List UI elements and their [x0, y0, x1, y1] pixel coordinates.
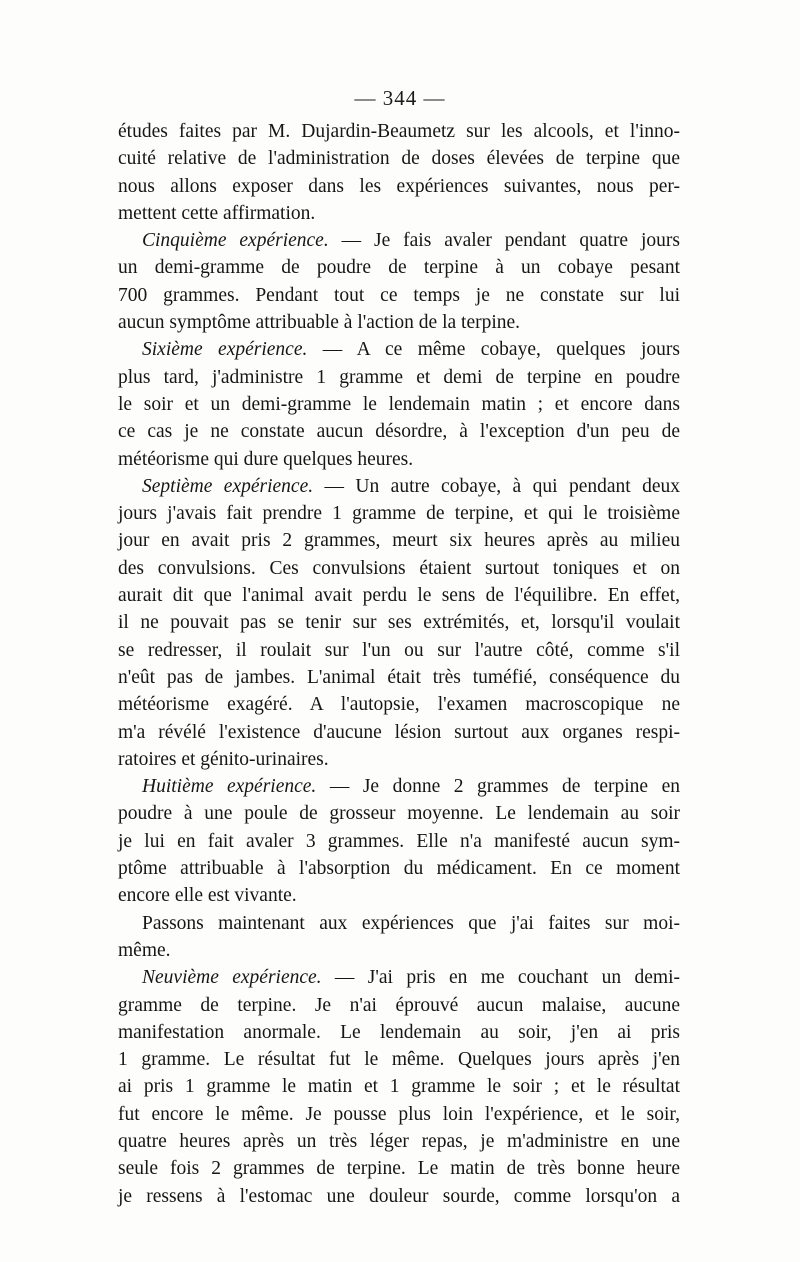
line-text: ai pris 1 gramme le matin et 1 gramme le soir ; et le résultat	[118, 1076, 680, 1098]
experiment-heading: Neuvième expérience.	[142, 967, 322, 989]
text-line	[118, 719, 680, 746]
line-text: un demi-gramme de poudre de terpine à un cobaye pesant	[118, 257, 680, 279]
line-text: même.	[118, 939, 171, 961]
line-text: poudre à une poule de grosseur moyenne. Le lendemain au soir	[118, 803, 680, 825]
line-text: — Un autre cobaye, à qui pendant deux	[313, 475, 680, 497]
text-line	[118, 364, 680, 391]
text-line	[118, 937, 680, 964]
line-text: fut encore le même. Je pousse plus loin l'expérience, et le soir,	[118, 1103, 680, 1125]
line-text: des convulsions. Ces convulsions étaient surtout toniques et on	[118, 557, 680, 579]
line-text: — Je fais avaler pendant quatre jours	[328, 230, 680, 252]
line-text: météorisme exagéré. A l'autopsie, l'examen macroscopique ne	[118, 694, 680, 716]
text-line	[118, 691, 680, 718]
text-line	[118, 527, 680, 554]
text-line	[118, 1073, 680, 1100]
line-text: ce cas je ne constate aucun désordre, à l'exception d'un peu de	[118, 421, 680, 443]
line-text: m'a révélé l'existence d'aucune lésion surtout aux organes respi-	[118, 721, 680, 743]
line-text: mettent cette affirmation.	[118, 202, 316, 224]
line-text: 1 gramme. Le résultat fut le même. Quelques jours après j'en	[118, 1049, 680, 1071]
line-text: seule fois 2 grammes de terpine. Le matin de très bonne heure	[118, 1158, 680, 1180]
text-line	[118, 555, 680, 582]
text-line	[118, 637, 680, 664]
line-text: — Je donne 2 grammes de terpine en	[316, 776, 680, 798]
text-line	[118, 173, 680, 200]
text-line	[118, 1155, 680, 1182]
text-line	[118, 1128, 680, 1155]
text-line	[118, 1046, 680, 1073]
text-line	[118, 336, 680, 363]
page-number: — 344 —	[354, 86, 446, 110]
line-text: ratoires et génito-urinaires.	[118, 748, 329, 770]
line-text: ptôme attribuable à l'absorption du médicament. En ce moment	[118, 858, 680, 880]
text-line	[118, 773, 680, 800]
text-line	[118, 992, 680, 1019]
text-line	[118, 227, 680, 254]
line-text: Passons maintenant aux expériences que j'ai faites sur moi-	[142, 912, 680, 934]
line-text: plus tard, j'administre 1 gramme et demi de terpine en poudre	[118, 366, 680, 388]
text-line	[118, 200, 680, 227]
text-line	[118, 746, 680, 773]
text-line	[118, 446, 680, 473]
text-line	[118, 910, 680, 937]
text-line	[118, 1101, 680, 1128]
experiment-heading: Septième expérience.	[142, 475, 314, 497]
text-line	[118, 855, 680, 882]
line-text: se redresser, il roulait sur l'un ou sur l'autre côté, comme s'il	[118, 639, 680, 661]
line-text: études faites par M. Dujardin-Beaumetz sur les alcools, et l'inno-	[118, 121, 680, 142]
experiment-heading: Cinquième expérience.	[142, 230, 329, 252]
line-text: nous allons exposer dans les expériences suivantes, nous per-	[118, 175, 680, 197]
line-text: je ressens à l'estomac une douleur sourde, comme lorsqu'on a	[118, 1185, 680, 1207]
text-line	[118, 664, 680, 691]
line-text: 700 grammes. Pendant tout ce temps je ne constate sur lui	[118, 284, 680, 306]
text-line	[118, 473, 680, 500]
experiment-heading: Huitième expérience.	[142, 776, 317, 798]
text-line	[118, 391, 680, 418]
body-text	[118, 118, 680, 1210]
experiment-heading: Sixième expérience.	[142, 339, 308, 361]
text-line	[118, 282, 680, 309]
line-text: quatre heures après un très léger repas, je m'administre en une	[118, 1130, 680, 1152]
line-text: n'eût pas de jambes. L'animal était très tuméfié, conséquence du	[118, 666, 680, 688]
line-text: je lui en fait avaler 3 grammes. Elle n'a manifesté aucun sym-	[118, 830, 680, 852]
line-text: aurait dit que l'animal avait perdu le sens de l'équilibre. En effet,	[118, 585, 680, 607]
line-text: cuité relative de l'administration de doses élevées de terpine que	[118, 148, 680, 170]
line-text: manifestation anormale. Le lendemain au soir, j'en ai pris	[118, 1021, 680, 1043]
text-line	[118, 828, 680, 855]
text-line	[118, 118, 680, 145]
text-line	[118, 254, 680, 281]
text-line	[118, 1019, 680, 1046]
text-line	[118, 964, 680, 991]
text-line	[118, 609, 680, 636]
text-line	[118, 800, 680, 827]
text-line	[118, 309, 680, 336]
line-text: aucun symptôme attribuable à l'action de la terpine.	[118, 312, 521, 334]
text-line	[118, 1183, 680, 1210]
line-text: encore elle est vivante.	[118, 885, 297, 907]
line-text: gramme de terpine. Je n'ai éprouvé aucun malaise, aucune	[118, 994, 680, 1016]
text-line	[118, 582, 680, 609]
text-line	[118, 882, 680, 909]
line-text: il ne pouvait pas se tenir sur ses extrémités, et, lorsqu'il voulait	[118, 612, 680, 634]
line-text: jour en avait pris 2 grammes, meurt six heures après au milieu	[118, 530, 680, 552]
text-line	[118, 500, 680, 527]
line-text: météorisme qui dure quelques heures.	[118, 448, 414, 470]
line-text: — J'ai pris en me couchant un demi-	[321, 967, 680, 989]
line-text: — A ce même cobaye, quelques jours	[307, 339, 680, 361]
line-text: jours j'avais fait prendre 1 gramme de terpine, et qui le troisième	[118, 503, 680, 525]
text-line	[118, 418, 680, 445]
line-text: le soir et un demi-gramme le lendemain matin ; et encore dans	[118, 393, 680, 415]
text-line	[118, 145, 680, 172]
